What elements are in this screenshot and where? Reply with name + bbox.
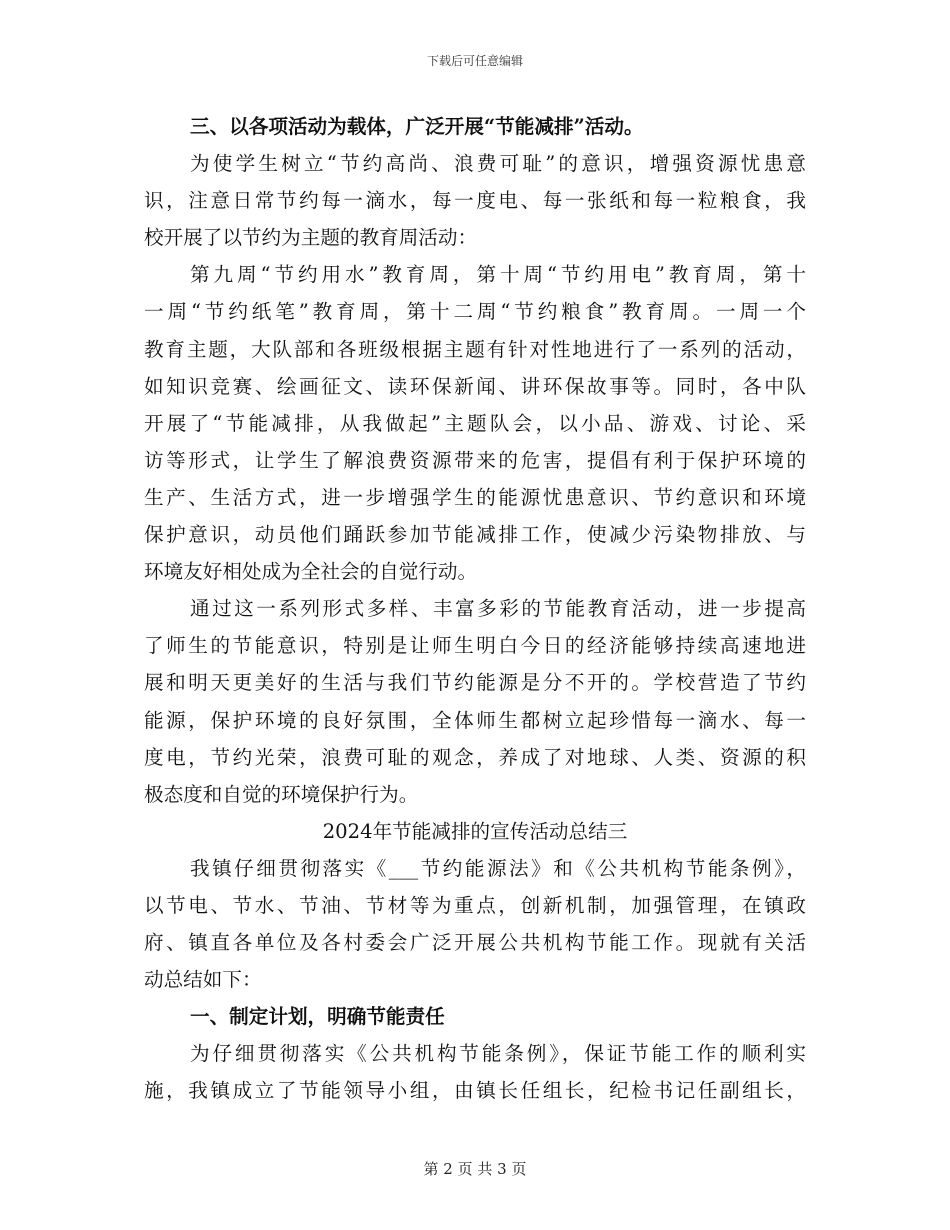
paragraph-line: 通过这一系列形式多样、丰富多彩的节能教育活动，进一步提高 <box>190 597 806 621</box>
paragraph-line: 展和明天更美好的生活与我们节约能源是分不开的。学校营造了节约 <box>144 671 806 695</box>
paragraph-line: 能源，保护环境的良好氛围，全体师生都树立起珍惜每一滴水、每一 <box>144 708 806 732</box>
paragraph-line: 我镇仔细贯彻落实《___节约能源法》和《公共机构节能条例》， <box>190 856 806 880</box>
paragraph-line: 以节电、节水、节油、节材等为重点，创新机制，加强管理，在镇政 <box>144 893 806 917</box>
page-footer: 第 2 页 共 3 页 <box>423 1160 527 1178</box>
paragraph-line: 校开展了以节约为主题的教育周活动： <box>144 226 478 250</box>
section-heading-1: 一、制定计划，明确节能责任 <box>190 1005 445 1029</box>
paragraph-line: 教育主题，大队部和各班级根据主题有针对性地进行了一系列的活动， <box>144 337 806 361</box>
paragraph-line: 为仔细贯彻落实《公共机构节能条例》，保证节能工作的顺利实 <box>190 1042 806 1066</box>
document-body <box>144 108 806 1110</box>
section-heading-3: 三、以各项活动为载体，广泛开展“节能减排”活动。 <box>190 115 644 138</box>
paragraph-line: 保护意识，动员他们踊跃参加节能减排工作，使减少污染物排放、与 <box>144 523 806 547</box>
paragraph-line: 生产、生活方式，进一步增强学生的能源忧患意识、节约意识和环境 <box>144 485 806 509</box>
paragraph-line: 环境友好相处成为全社会的自觉行动。 <box>144 560 478 584</box>
paragraph-line: 动总结如下： <box>144 968 262 992</box>
paragraph-line: 度电，节约光荣，浪费可耻的观念，养成了对地球、人类、资源的积 <box>144 745 806 769</box>
paragraph-line: 第九周“节约用水”教育周，第十周“节约用电”教育周，第十 <box>190 263 806 287</box>
paragraph-line: 识，注意日常节约每一滴水，每一度电、每一张纸和每一粒粮食，我 <box>144 189 806 213</box>
paragraph-line: 为使学生树立“节约高尚、浪费可耻”的意识，增强资源忧患意 <box>190 152 806 176</box>
paragraph-line: 了师生的节能意识，特别是让师生明白今日的经济能够持续高速地进 <box>144 634 806 658</box>
paragraph-line: 施，我镇成立了节能领导小组，由镇长任组长，纪检书记任副组长， <box>144 1079 806 1103</box>
paragraph-line: 府、镇直各单位及各村委会广泛开展公共机构节能工作。现就有关活 <box>144 931 806 955</box>
paragraph-line: 如知识竞赛、绘画征文、读环保新闻、讲环保故事等。同时，各中队 <box>144 374 806 398</box>
paragraph-line: 开展了“节能减排，从我做起”主题队会，以小品、游戏、讨论、采 <box>144 411 806 435</box>
document-title: 2024年节能减排的宣传活动总结三 <box>322 819 628 843</box>
page-header: 下载后可任意编辑 <box>426 54 523 68</box>
paragraph-line: 访等形式，让学生了解浪费资源带来的危害，提倡有利于保护环境的 <box>144 448 806 472</box>
paragraph-line: 极态度和自觉的环境保护行为。 <box>144 782 419 806</box>
paragraph-line: 一周“节约纸笔”教育周，第十二周“节约粮食”教育周。一周一个 <box>144 300 806 324</box>
